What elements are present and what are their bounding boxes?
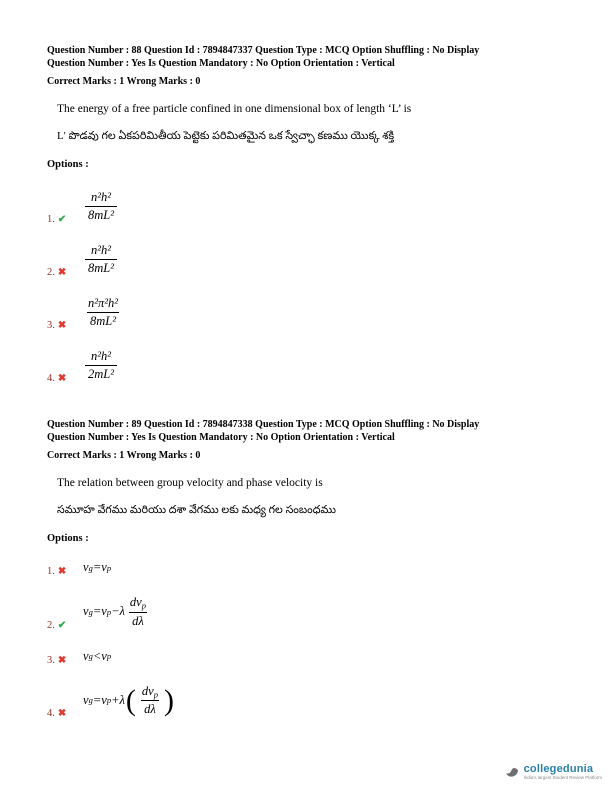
- answer-mark-icon: ✖: [57, 708, 67, 720]
- option-row: [47, 649, 572, 664]
- options-label: Options :: [47, 159, 89, 170]
- option-number: 1.: [47, 214, 55, 225]
- fraction: $\frac{dv_p}{d\lambda}$: [141, 683, 158, 717]
- option-number-group: [47, 214, 73, 225]
- collegedunia-logo: [504, 764, 602, 781]
- answer-mark-icon: ✖: [57, 566, 67, 577]
- question-text-english: The energy of a free particle confined in one dimensional box of length ‘L’ is: [57, 103, 412, 115]
- fraction: $\frac{\text{n²π²h²}}{\text{8mL²}}$: [88, 296, 119, 328]
- answer-mark-icon: ✔: [57, 214, 67, 225]
- option-expression: [83, 349, 119, 382]
- options-label: Options :: [47, 533, 89, 544]
- option-row: [47, 190, 572, 223]
- option-number-group: [47, 708, 73, 719]
- collegedunia-bird-icon: [504, 764, 520, 780]
- answer-mark-icon: ✖: [57, 320, 67, 331]
- option-expression: v g < v p: [83, 648, 112, 663]
- collegedunia-logo-text: [524, 764, 602, 781]
- question-header-line-2: Question Number : Yes Is Question Mandatory : No Option Orientation : Vertical: [47, 432, 395, 443]
- option-row: [47, 349, 572, 382]
- option-row: [47, 684, 572, 718]
- option-number-group: [47, 373, 73, 384]
- question-text-telugu: L' పొడవు గల ఏకపరిమితీయ పెట్టెకు పరిమితమైన ఒక స్వేచ్ఛా కణము యొక్క శక్తి: [57, 130, 395, 142]
- option-expression: v g = v p: [83, 560, 112, 574]
- marks-line: Correct Marks : 1 Wrong Marks : 0: [47, 450, 201, 461]
- option-expression: v g = v p − λ $\frac{dv_p}{d\lambda}$: [83, 595, 151, 629]
- option-number-group: [47, 320, 73, 331]
- option-row: [47, 243, 572, 276]
- option-number: 4.: [47, 708, 55, 720]
- question-88-block: [47, 44, 572, 382]
- option-number: 1.: [47, 566, 55, 577]
- option-number: 4.: [47, 373, 55, 384]
- question-text-english: The relation between group velocity and phase velocity is: [57, 477, 323, 489]
- question-header-line-2: Question Number : Yes Is Question Mandatory : No Option Orientation : Vertical: [47, 58, 395, 69]
- answer-mark-icon: ✖: [57, 267, 67, 278]
- question-89-block: [47, 418, 572, 720]
- question-header-line-1: Question Number : 88 Question Id : 7894847337 Question Type : MCQ Option Shuffling : No Display: [47, 45, 480, 56]
- question-header-line-1: Question Number : 89 Question Id : 7894847338 Question Type : MCQ Option Shuffling : No Display: [47, 419, 480, 430]
- collegedunia-wordmark: collegedunia: [523, 762, 594, 775]
- collegedunia-tagline: India's largest Student Review Platform: [523, 774, 602, 780]
- question-text-telugu: సమూహ వేగము మరియు దశా వేగము లకు మధ్య గల సంబంధము: [57, 504, 336, 516]
- option-number-group: [47, 566, 73, 577]
- option-expression: [83, 243, 119, 276]
- fraction: $\frac{dv_p}{d\lambda}$: [129, 595, 146, 628]
- option-number: 3.: [47, 654, 55, 666]
- option-number-group: [47, 620, 73, 631]
- option-row: [47, 560, 572, 575]
- answer-mark-icon: ✖: [57, 654, 67, 666]
- option-number: 2.: [47, 619, 55, 631]
- marks-line: Correct Marks : 1 Wrong Marks : 0: [47, 76, 201, 87]
- option-row: [47, 296, 572, 329]
- option-number-group: [47, 267, 73, 278]
- fraction: $\frac{\text{n²h²}}{\text{2mL²}}$: [85, 349, 117, 382]
- option-expression: [83, 190, 119, 223]
- answer-mark-icon: ✖: [57, 373, 67, 384]
- option-expression: v g = v p + λ ( $\frac{dv_p}{d\lambda}$ ): [83, 683, 174, 717]
- fraction: $\frac{\text{n²h²}}{\text{8mL²}}$: [85, 190, 117, 223]
- option-number-group: [47, 655, 73, 666]
- fraction: $\frac{\text{n²h²}}{\text{8mL²}}$: [85, 243, 117, 276]
- option-number: 3.: [47, 320, 55, 331]
- option-row: [47, 595, 572, 629]
- answer-mark-icon: ✔: [57, 619, 67, 631]
- option-expression: [83, 296, 123, 329]
- option-number: 2.: [47, 267, 55, 278]
